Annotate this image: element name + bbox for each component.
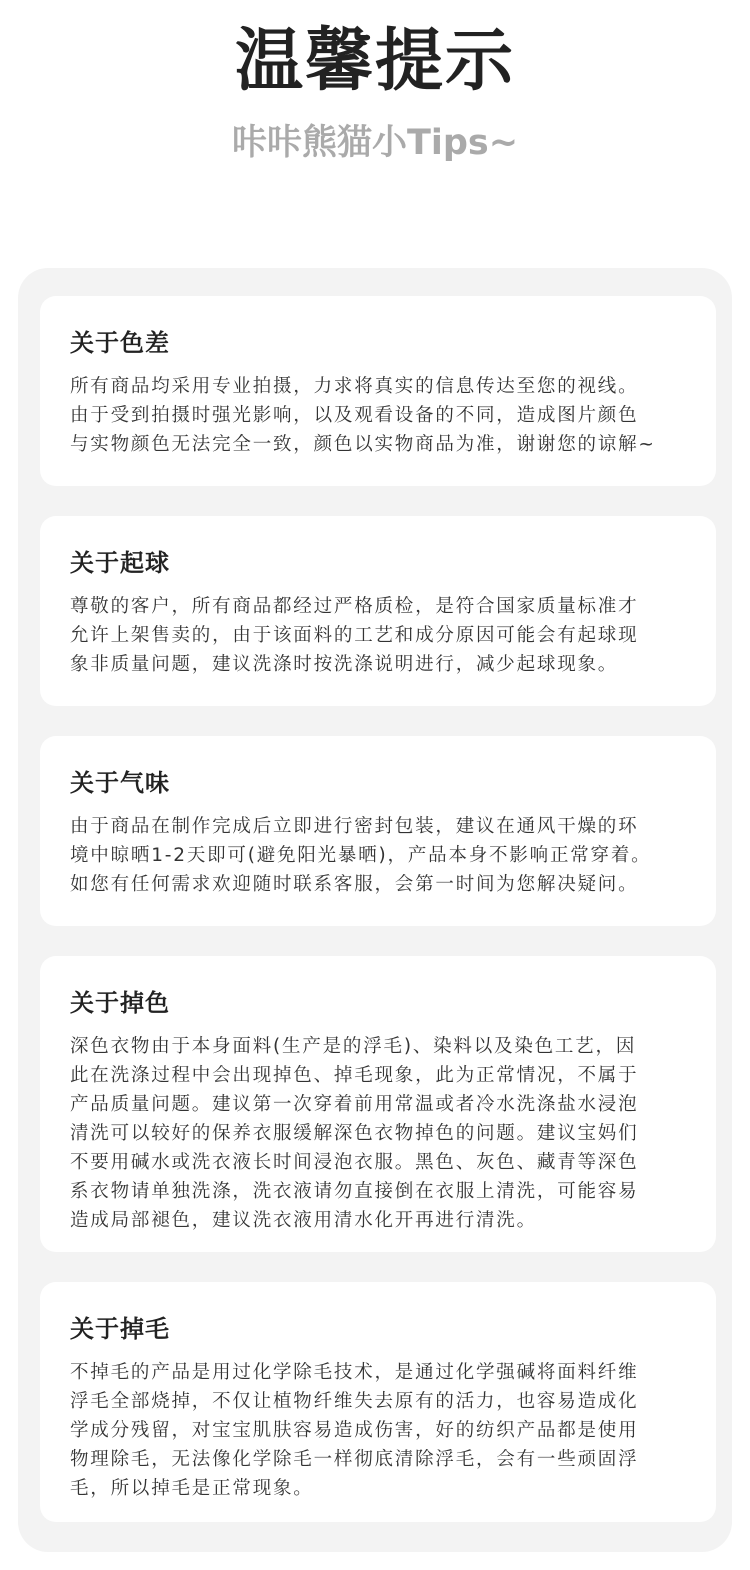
- tip-card-line: 此在洗涤过程中会出现掉色、掉毛现象，此为正常情况，不属于: [70, 1065, 639, 1086]
- tip-card-line: 尊敬的客户，所有商品都经过严格质检，是符合国家质量标准才: [70, 596, 639, 617]
- tip-card-line: 由于受到拍摄时强光影响，以及观看设备的不同，造成图片颜色: [70, 405, 639, 426]
- tip-card-title: 关于色差: [70, 329, 170, 357]
- tip-card-body: [70, 372, 700, 459]
- tip-card-line: 象非质量问题，建议洗涤时按洗涤说明进行，减少起球现象。: [70, 654, 619, 675]
- tip-card-line: 与实物颜色无法完全一致，颜色以实物商品为准，谢谢您的谅解~: [70, 434, 656, 455]
- tip-card-line: 造成局部褪色，建议洗衣液用清水化开再进行清洗。: [70, 1210, 537, 1231]
- page-title: 温馨提示: [234, 22, 515, 101]
- tip-card-line: 系衣物请单独洗涤，洗衣液请勿直接倒在衣服上清洗，可能容易: [70, 1181, 639, 1202]
- tip-card-title: 关于起球: [70, 549, 170, 577]
- tips-panel: [18, 268, 732, 1552]
- header: [0, 0, 750, 250]
- page-subtitle: 咔咔熊猫小Tips~: [231, 123, 519, 163]
- tip-card-line: 产品质量问题。建议第一次穿着前用常温或者冷水洗涤盐水浸泡: [70, 1094, 639, 1115]
- tip-card-line: 境中晾晒1-2天即可(避免阳光暴晒)，产品本身不影响正常穿着。: [70, 845, 652, 866]
- tip-card-fading: [40, 956, 716, 1252]
- tip-card-line: 不掉毛的产品是用过化学除毛技术，是通过化学强碱将面料纤维: [70, 1362, 639, 1383]
- tip-card-line: 清洗可以较好的保养衣服缓解深色衣物掉色的问题。建议宝妈们: [70, 1123, 639, 1144]
- tip-card-title: 关于气味: [70, 769, 170, 797]
- tip-card-line: 不要用碱水或洗衣液长时间浸泡衣服。黑色、灰色、藏青等深色: [70, 1152, 639, 1173]
- tip-card-title: 关于掉色: [70, 989, 170, 1017]
- tip-card-line: 所有商品均采用专业拍摄，力求将真实的信息传达至您的视线。: [70, 376, 639, 397]
- tip-card-color-difference: [40, 296, 716, 486]
- tip-card-line: 浮毛全部烧掉，不仅让植物纤维失去原有的活力，也容易造成化: [70, 1391, 639, 1412]
- tip-card-line: 允许上架售卖的，由于该面料的工艺和成分原因可能会有起球现: [70, 625, 639, 646]
- tip-card-odor: [40, 736, 716, 926]
- tip-card-title: 关于掉毛: [70, 1315, 170, 1343]
- tip-card-line: 深色衣物由于本身面料(生产是的浮毛)、染料以及染色工艺，因: [70, 1036, 637, 1057]
- tip-card-pilling: [40, 516, 716, 706]
- tip-card-body: [70, 812, 700, 899]
- tip-card-line: 物理除毛，无法像化学除毛一样彻底清除浮毛，会有一些顽固浮: [70, 1449, 639, 1470]
- tip-card-body: [70, 1358, 700, 1503]
- tip-card-body: [70, 1032, 700, 1235]
- tip-card-line: 如您有任何需求欢迎随时联系客服，会第一时间为您解决疑问。: [70, 874, 639, 895]
- tip-card-body: [70, 592, 700, 679]
- tip-card-shedding: [40, 1282, 716, 1522]
- tip-card-line: 由于商品在制作完成后立即进行密封包装，建议在通风干燥的环: [70, 816, 639, 837]
- tip-card-line: 学成分残留，对宝宝肌肤容易造成伤害，好的纺织产品都是使用: [70, 1420, 639, 1441]
- tip-card-line: 毛，所以掉毛是正常现象。: [70, 1478, 314, 1499]
